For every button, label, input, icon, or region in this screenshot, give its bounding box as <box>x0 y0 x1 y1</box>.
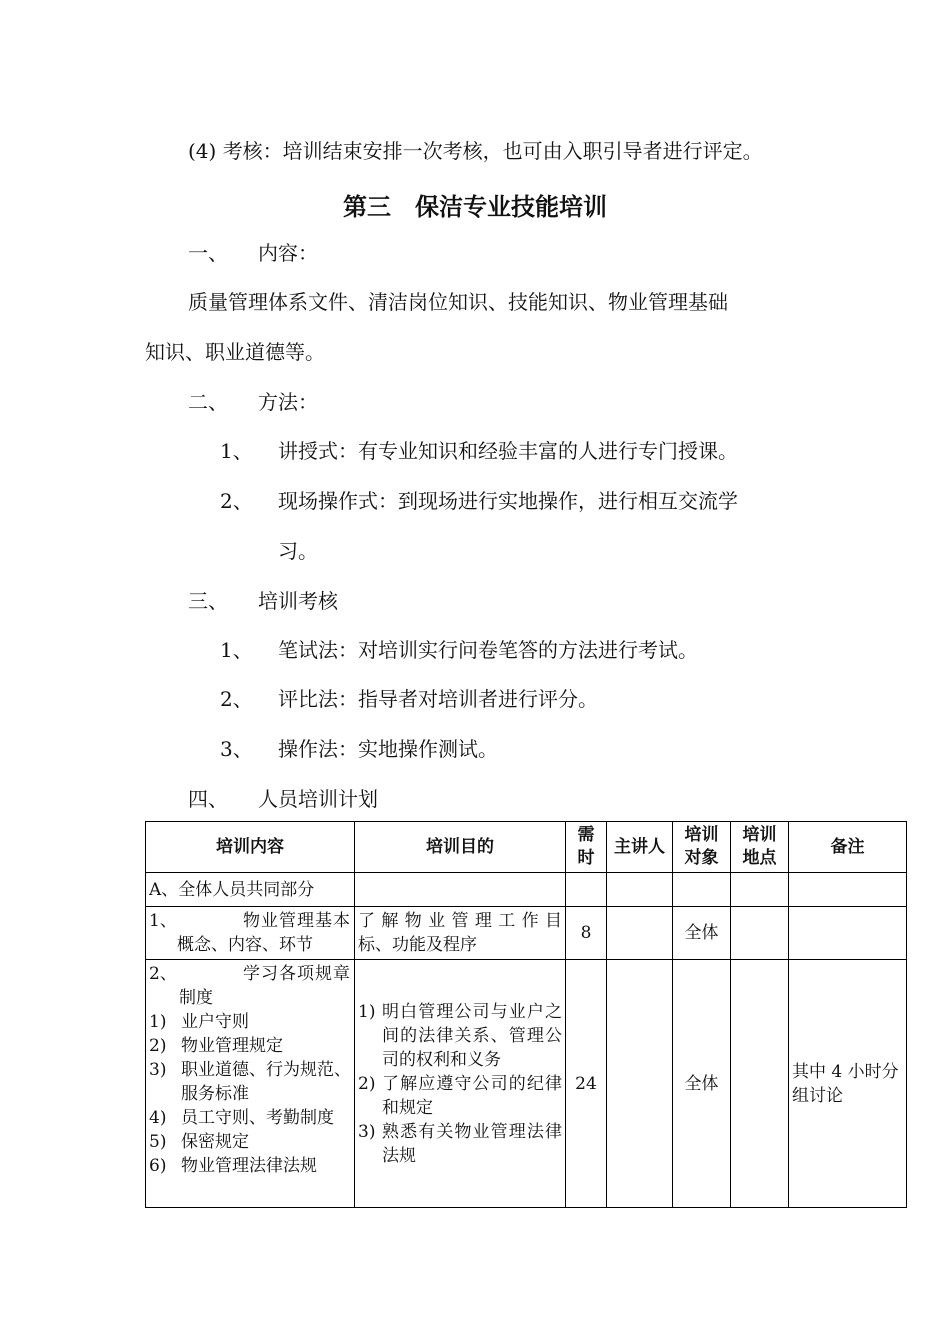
heading-text: 方法： <box>258 390 318 414</box>
section-1-heading <box>188 240 318 266</box>
list-item: 4) 员工守则、考勤制度 <box>149 1108 334 1128</box>
header-hours: 需 时 <box>566 822 607 873</box>
row1-lecturer <box>607 907 673 960</box>
item-number: 3、 <box>220 737 253 761</box>
heading-number: 四、 <box>188 787 228 811</box>
section-1-body-line-1: 质量管理体系文件、清洁岗位知识、技能知识、物业管理基础 <box>188 290 728 314</box>
table-header-row <box>146 822 907 873</box>
header-remark: 备注 <box>789 822 907 873</box>
item-number: 2、 <box>220 687 253 711</box>
item-text: 现场操作式：到现场进行实地操作，进行相互交流学 <box>278 489 738 513</box>
method-item-1 <box>220 438 738 464</box>
item-text: 评比法：指导者对培训者进行评分。 <box>278 687 598 711</box>
row2-lecturer <box>607 960 673 1208</box>
header-purpose: 培训目的 <box>355 822 566 873</box>
heading-text: 人员培训计划 <box>258 787 378 811</box>
intro-line: (4) 考核：培训结束安排一次考核，也可由入职引导者进行评定。 <box>188 139 763 163</box>
assessment-item-1 <box>220 637 698 663</box>
table-row-group-a <box>146 873 907 907</box>
heading-number: 三、 <box>188 589 228 613</box>
row1-target: 全体 <box>673 907 731 960</box>
method-item-2-continuation: 习。 <box>278 539 318 563</box>
row1-purpose: 了解物业管理工作目 标、功能及程序 <box>355 907 566 960</box>
row2-hours: 24 <box>566 960 607 1208</box>
item-number: 1、 <box>220 439 253 463</box>
row2-place <box>731 960 789 1208</box>
section-4-heading <box>188 786 378 812</box>
list-item: 1) 明白管理公司与业户之间的法律关系、管理公司的权利和义务 <box>358 1001 562 1070</box>
header-content: 培训内容 <box>146 822 355 873</box>
list-item: 6) 物业管理法律法规 <box>149 1156 317 1176</box>
section-2-heading <box>188 389 318 415</box>
item-number: 1、 <box>220 638 253 662</box>
assessment-item-3 <box>220 736 498 762</box>
item-text: 笔试法：对培训实行问卷笔答的方法进行考试。 <box>278 638 698 662</box>
header-target: 培训 对象 <box>673 822 731 873</box>
list-item: 2) 了解应遵守公司的纪律和规定 <box>358 1073 562 1118</box>
heading-number: 一、 <box>188 241 228 265</box>
table-row <box>146 907 907 960</box>
group-a-label: A、全体人员共同部分 <box>146 873 355 907</box>
list-item: 2) 物业管理规定 <box>149 1036 283 1056</box>
table-row <box>146 960 907 1208</box>
heading-text: 培训考核 <box>258 589 338 613</box>
list-item: 3) 熟悉有关物业管理法律法规 <box>358 1121 562 1166</box>
list-item: 3) 职业道德、行为规范、服务标准 <box>149 1060 351 1104</box>
section-1-body-line-2: 知识、职业道德等。 <box>145 340 325 364</box>
section-title: 第三 保洁专业技能培训 <box>343 193 607 221</box>
header-lecturer: 主讲人 <box>607 822 673 873</box>
item-text: 讲授式：有专业知识和经验丰富的人进行专门授课。 <box>278 439 738 463</box>
section-3-heading <box>188 588 338 614</box>
method-item-2 <box>220 488 738 514</box>
heading-number: 二、 <box>188 390 228 414</box>
item-text: 操作法：实地操作测试。 <box>278 737 498 761</box>
header-place: 培训 地点 <box>731 822 789 873</box>
item-number: 2、 <box>220 489 253 513</box>
assessment-item-2 <box>220 686 598 712</box>
row2-target: 全体 <box>673 960 731 1208</box>
list-item: 1) 业户守则 <box>149 1012 249 1032</box>
row2-content: 2、 学习各项规章 制度 1) 业户守则 2) 物业管理规定 3) 职业道德、行为规范、服务标准 4) 员工守则、考勤制度 5) 保密规定 6) 物业管理法律法规 <box>146 960 355 1208</box>
row1-hours: 8 <box>566 907 607 960</box>
row1-remark <box>789 907 907 960</box>
row2-purpose <box>355 960 566 1208</box>
training-plan-table <box>145 821 907 1208</box>
list-item: 5) 保密规定 <box>149 1132 249 1152</box>
row2-remark: 其中 4 小时分组讨论 <box>789 960 907 1208</box>
row1-place <box>731 907 789 960</box>
heading-text: 内容： <box>258 241 318 265</box>
row1-content: 1、 物业管理基本 概念、内容、环节 <box>146 907 355 960</box>
